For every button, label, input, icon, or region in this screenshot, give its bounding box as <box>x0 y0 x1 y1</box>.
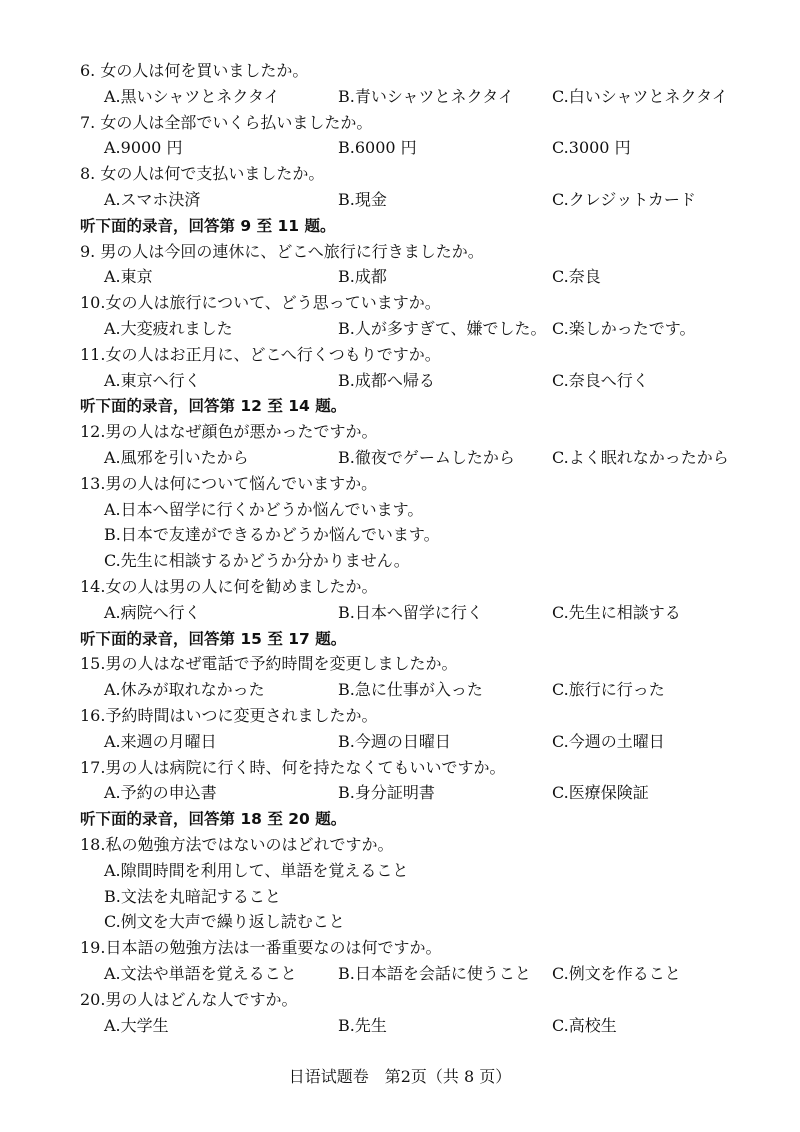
answer-option-a: A.予約の申込書 <box>104 783 217 803</box>
answer-option-a: A.病院へ行く <box>104 602 201 622</box>
answer-option-c: C.3000 円 <box>552 138 631 158</box>
answer-option-c: C.今週の土曜日 <box>552 731 665 751</box>
answer-options-row <box>80 780 760 806</box>
answer-option-b: B.6000 円 <box>338 138 417 158</box>
question-text: 17.男の人は病院に行く時、何を持たなくてもいいですか。 <box>80 757 506 777</box>
answer-option-b: B.現金 <box>338 190 387 209</box>
answer-option-c: C.旅行に行った <box>552 680 665 700</box>
answer-option-a: A.東京へ行く <box>104 370 201 390</box>
answer-option-a: A.スマホ決済 <box>104 190 201 209</box>
answer-option-a: A.大学生 <box>104 1015 169 1035</box>
answer-options-row <box>80 368 760 394</box>
answer-options-row <box>80 135 760 161</box>
answer-option-b: B.成都へ帰る <box>338 370 435 390</box>
answer-option-a: A.風邪を引いたから <box>104 448 249 467</box>
answer-option-b: B.今週の日曜日 <box>338 731 451 751</box>
question-text: 11.女の人はお正月に、どこへ行くつもりですか。 <box>80 344 441 364</box>
answer-options-row <box>80 1013 760 1039</box>
question-text: 15.男の人はなぜ電話で予約時間を変更しましたか。 <box>80 654 458 674</box>
question-text: 12.男の人はなぜ顔色が悪かったですか。 <box>80 422 378 442</box>
answer-option: B.文法を丸暗記すること <box>104 886 281 906</box>
question-text: 14.女の人は男の人に何を勧めましたか。 <box>80 577 378 596</box>
answer-option: A.日本へ留学に行くかどうか悩んでいます。 <box>104 499 424 519</box>
answer-option-b: B.急に仕事が入った <box>338 680 483 700</box>
answer-option: B.日本で友達ができるかどうか悩んでいます。 <box>104 525 440 545</box>
answer-options-row <box>80 729 760 755</box>
answer-option: A.隙間時間を利用して、単語を覚えること <box>104 860 409 880</box>
section-heading: 听下面的录音，回答第 18 至 20 题。 <box>80 810 347 829</box>
answer-options-row <box>80 84 760 110</box>
answer-option-a: A.来週の月曜日 <box>104 731 217 751</box>
answer-option: C.例文を大声で繰り返し読むこと <box>104 912 345 932</box>
answer-options-row <box>80 445 760 471</box>
answer-option-a: A.9000 円 <box>104 138 183 158</box>
question-text: 18.私の勉強方法ではないのはどれですか。 <box>80 835 394 854</box>
question-text: 6. 女の人は何を買いましたか。 <box>80 61 309 80</box>
answer-options-row <box>80 264 760 290</box>
question-text: 20.男の人はどんな人ですか。 <box>80 989 298 1009</box>
answer-option-b: B.徹夜でゲームしたから <box>338 448 515 467</box>
question-text: 10.女の人は旅行について、どう思っていますか。 <box>80 293 441 313</box>
answer-option-b: B.身分証明書 <box>338 783 435 803</box>
answer-option-c: C.医療保険証 <box>552 783 649 803</box>
section-heading: 听下面的录音，回答第 12 至 14 题。 <box>80 397 347 416</box>
question-text: 13.男の人は何について悩んでいますか。 <box>80 473 378 493</box>
answer-option-c: C.高校生 <box>552 1015 617 1035</box>
answer-options-row <box>80 677 760 703</box>
answer-option-c: C.奈良へ行く <box>552 370 649 390</box>
answer-option-b: B.青いシャツとネクタイ <box>338 86 514 106</box>
answer-option-b: B.日本語を会話に使うこと <box>338 964 531 983</box>
question-text: 16.予約時間はいつに変更されましたか。 <box>80 706 378 725</box>
answer-option-c: C.奈良 <box>552 267 601 287</box>
answer-option-b: B.日本へ留学に行く <box>338 602 483 622</box>
answer-option-c: C.例文を作ること <box>552 964 681 983</box>
answer-options-row <box>80 961 760 987</box>
question-text: 19.日本語の勉強方法は一番重要なのは何ですか。 <box>80 938 442 958</box>
answer-option-a: A.文法や単語を覚えること <box>104 964 297 983</box>
answer-options-row <box>80 600 760 626</box>
answer-option-b: B.成都 <box>338 267 387 287</box>
page-footer: 日语试题卷 第2页（共 8 页） <box>288 1067 512 1086</box>
question-text: 9. 男の人は今回の連休に、どこへ旅行に行きましたか。 <box>80 241 484 261</box>
answer-options-row <box>80 187 760 213</box>
answer-option-b: B.先生 <box>338 1015 387 1035</box>
answer-option-c: C.よく眠れなかったから <box>552 448 729 467</box>
answer-option-c: C.白いシャツとネクタイ <box>552 86 728 106</box>
answer-option-a: A.東京 <box>104 267 153 287</box>
answer-option-a: A.黒いシャツとネクタイ <box>104 86 280 106</box>
answer-option: C.先生に相談するかどうか分かりません。 <box>104 551 410 571</box>
question-text: 8. 女の人は何で支払いましたか。 <box>80 164 325 184</box>
answer-option-c: C.先生に相談する <box>552 602 681 622</box>
answer-option-c: C.楽しかったです。 <box>552 319 696 338</box>
answer-option-a: A.大変疲れました <box>104 319 233 338</box>
answer-option-c: C.クレジットカード <box>552 190 696 209</box>
question-text: 7. 女の人は全部でいくら払いましたか。 <box>80 112 373 132</box>
answer-option-a: A.休みが取れなかった <box>104 680 265 700</box>
section-heading: 听下面的录音，回答第 9 至 11 题。 <box>80 216 336 235</box>
section-heading: 听下面的录音，回答第 15 至 17 题。 <box>80 629 347 648</box>
answer-option-b: B.人が多すぎて、嫌でした。 <box>338 319 547 338</box>
answer-options-row <box>80 316 760 342</box>
